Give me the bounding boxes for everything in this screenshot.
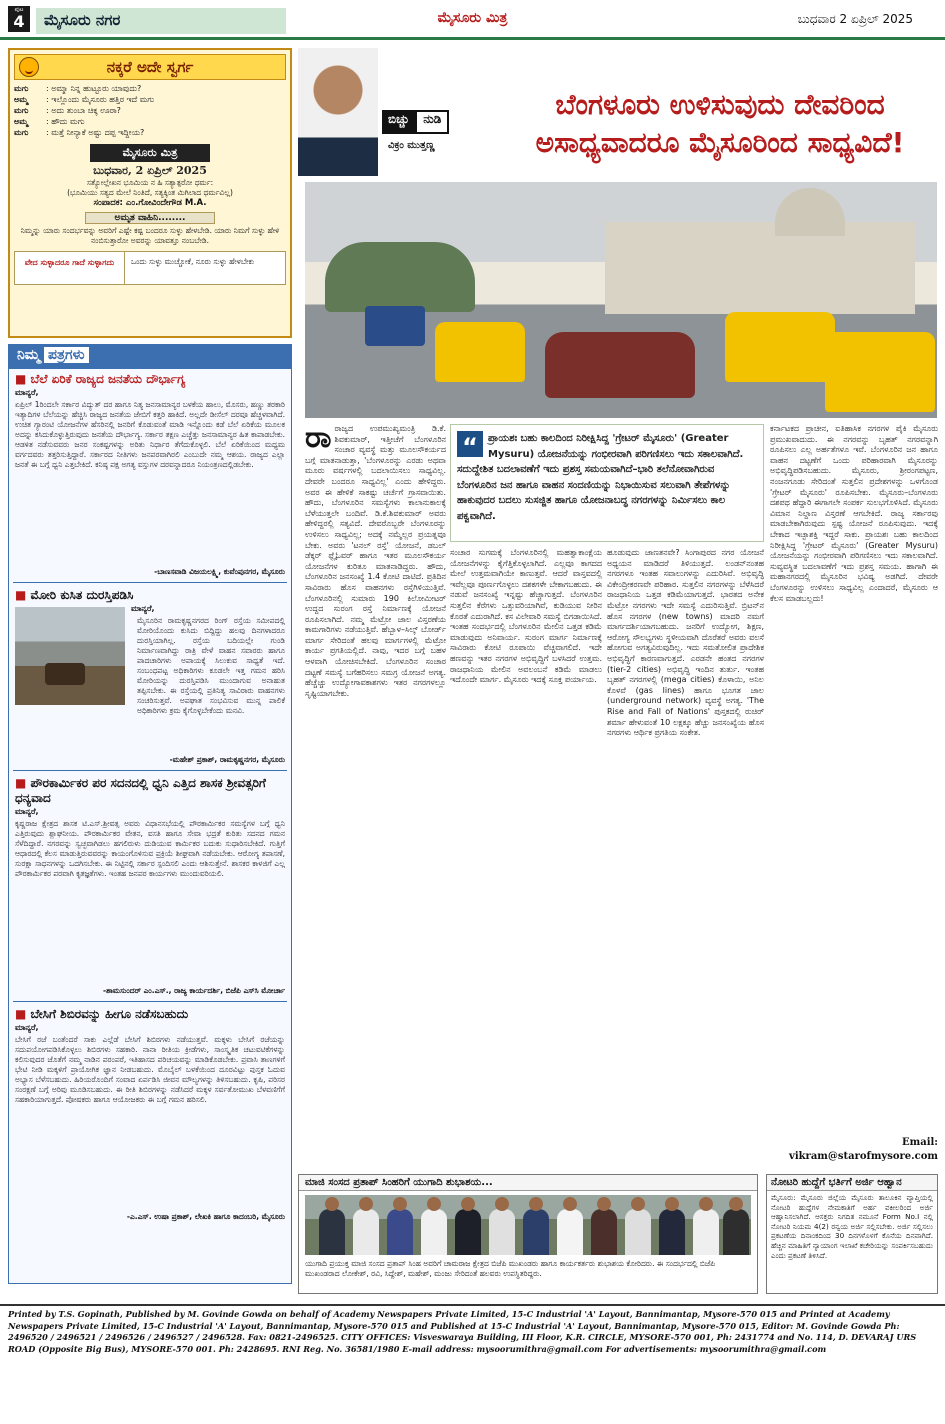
autorickshaw-shape (725, 312, 835, 382)
humor-title-bar (14, 54, 286, 80)
person-shape (387, 1209, 413, 1255)
joke-line (14, 83, 286, 94)
humor-title: ನಕ್ಕರೆ ಅದೇ ಸ್ವರ್ಗ (106, 58, 194, 76)
letter-salutation: ಮಾನ್ಯರೆ, (15, 1023, 39, 1032)
person-shape (319, 1209, 345, 1255)
laughing-face-icon (19, 57, 39, 77)
author-email-block (768, 1136, 938, 1164)
divider (13, 1001, 287, 1002)
masthead: ಮೈಸೂರು ಮಿತ್ರ (437, 10, 508, 26)
person-shape (353, 1209, 379, 1255)
proverb-box (14, 251, 286, 285)
letter-title: ■ ಮೋರಿ ಕುಸಿತ ದುರಸ್ತಿಪಡಿಸಿ (15, 588, 134, 602)
article-text: ರಾಜ್ಯದ ಉಪಮುಖ್ಯಮಂತ್ರಿ ಡಿ.ಕೆ. ಶಿವಕುಮಾರ್, ಇತ್ತೀಚೆಗೆ ಬೆಂಗಳೂರಿನ ಸಂಚಾರ ವ್ಯವಸ್ಥೆ ಮತ್ತು ಮೂಲಸೌಕರ್ಯದ ಬಗ್ಗೆ ಮಾತನಾಡುತ್ತಾ, 'ಬೆಂಗಳೂರನ್ನು ಎರಡು ಅಥವಾ ಮೂರು ವರ್ಷಗಳಲ್ಲಿ ಬದಲಾಯಿಸಲು ಸಾಧ್ಯವಿಲ್ಲ. ದೇವರೇ ಬಂದರೂ ಸಾಧ್ಯವಿಲ್ಲ' ಎಂದು ಹೇಳಿದ್ದರು. ಅವರ ಈ ಹೇಳಿಕೆ ಸಾಕಷ್ಟು ಚರ್ಚೆಗೆ ಗ್ರಾಸವಾಯಿತು. ಹೌದು, ಬೆಂಗಳೂರಿನ ಸಮಸ್ಯೆಗಳು ಕಾಲಾನುಕಾಲಕ್ಕೆ ಬೆಳೆಯುತ್ತಲೇ ಬಂದಿವೆ. ಡಿ.ಕೆ.ಶಿವಕುಮಾರ್ ಅವರು ಹೇಳಿದ್ದರಲ್ಲಿ ಸತ್ಯವಿದೆ. ದೇವರೊಬ್ಬರೇ ಬೆಂಗಳೂರನ್ನು ಉಳಿಸಲು ಸಾಧ್ಯವಿಲ್ಲ; ಅದಕ್ಕೆ ನಮ್ಮೆಲ್ಲರ ಪ್ರಯತ್ನವೂ ಬೇಕು. ಅವರು 'ಟನಲ್ ರಸ್ತೆ' ಯೋಜನೆ, ಡಬಲ್ ಡೆಕ್ಕರ್ ಫ್ಲೈಓವರ್ ಹಾಗೂ ಇತರ ಮೂಲಸೌಕರ್ಯ ಯೋಜನೆಗಳ ಕುರಿತೂ ಮಾತನಾಡಿದ್ದರು. ಹೌದು, ಬೆಂಗಳೂರಿನ ಜನಸಂಖ್ಯೆ 1.4 ಕೋಟಿ ದಾಟಿದೆ. ಪ್ರತಿದಿನ ಸಾವಿರಾರು ಹೊಸ ವಾಹನಗಳು ರಸ್ತೆಗಿಳಿಯುತ್ತಿವೆ. ಬೆಂಗಳೂರಿನಲ್ಲಿ ಸುಮಾರು 190 ಕಿಲೋಮೀಟರ್ ಉದ್ದದ ಸುರಂಗ ರಸ್ತೆ ನಿರ್ಮಾಣಕ್ಕೆ ಯೋಜನೆ ರೂಪಿಸಲಾಗಿದೆ. ನಮ್ಮ ಮೆಟ್ರೋ ಜಾಲ ವಿಸ್ತರಣೆಯ ಕಾಮಗಾರಿಗಳು ನಡೆಯುತ್ತಿವೆ. ಹೆಬ್ಬಾಳ–ಸಿಲ್ಕ್ ಬೋರ್ಡ್ ಮಾರ್ಗ ಸೇರಿದಂತೆ ಹಲವು ಮಾರ್ಗಗಳಲ್ಲಿ ಮೆಟ್ರೋ ಕಾರ್ಯ ಪ್ರಗತಿಯಲ್ಲಿದೆ. ನಾವು, ಇದರ ಬಗ್ಗೆ ಬಹಳ ಆಳವಾಗಿ ಯೋಚಿಸಬೇಕಿದೆ. ಬೆಂಗಳೂರಿನ ಸಂಚಾರ ದಟ್ಟಣೆ ಸಮಸ್ಯೆ ಬಗೆಹರಿಸಲು ಸಮಗ್ರ ಯೋಜನೆ ಅಗತ್ಯ. ಹೆಚ್ಚೆಚ್ಚು ಉದ್ಯೋಗಾವಕಾಶಗಳು ಇತರ ನಗರಗಳಲ್ಲೂ ಸೃಷ್ಟಿಯಾಗಬೇಕು. (305, 424, 446, 698)
letter-body: ಬೇಸಿಗೆ ರಜೆ ಬಂತೆಂದರೆ ಸಾಕು ಎಲ್ಲೆಡೆ ಬೇಸಿಗೆ ಶಿಬಿರಗಳು ನಡೆಯುತ್ತವೆ. ಮಕ್ಕಳು ಬೇಸಿಗೆ ರಜೆಯನ್ನು ಸದುಪಯೋಗಪಡಿಸಿಕೊಳ್ಳಲು ಶಿಬಿರಗಳು ಸಹಕಾರಿ. ನಾನಾ ರೀತಿಯ ಕ್ರೀಡೆಗಳು, ಸಾಂಸ್ಕೃತಿಕ ಚಟುವಟಿಕೆಗಳನ್ನು ಕಲಿಸುವುದರ ಜೊತೆಗೆ ನಮ್ಮ ನಾಡಿನ ಪರಂಪರೆ, ಇತಿಹಾಸದ ಪರಿಚಯವನ್ನು ಮಾಡಿಕೊಡಬೇಕು. ಪ್ರವಾಸಿ ತಾಣಗಳಿಗೆ ಭೇಟಿ ನೀಡಿ ಮಕ್ಕಳಿಗೆ ಪ್ರಾಯೋಗಿಕ ಜ್ಞಾನ ನೀಡಬಹುದು. ಮೊಬೈಲ್ ಬಳಕೆಯಿಂದ ದೂರವಿಟ್ಟು ಪುಸ್ತಕ ಓದುವ ಅಭ್ಯಾಸ ಬೆಳೆಸಬಹುದು. ಹಿರಿಯರೊಂದಿಗೆ ಸಂವಾದ ಏರ್ಪಡಿಸಿ ಜೀವನ ಮೌಲ್ಯಗಳನ್ನು ತಿಳಿಸಬಹುದು. ಕೃಷಿ, ಪರಿಸರ ಸಂರಕ್ಷಣೆ ಬಗ್ಗೆ ಅರಿವು ಮೂಡಿಸಬಹುದು. ಈ ರೀತಿ ಶಿಬಿರಗಳನ್ನು ನಡೆಸಿದರೆ ಮಕ್ಕಳ ಸರ್ವತೋಮುಖ ಬೆಳವಣಿಗೆಗೆ ಸಹಕಾರಿಯಾಗುತ್ತದೆ. ಪೋಷಕರು ಹಾಗೂ ಆಯೋಜಕರು ಈ ಬಗ್ಗೆ ಗಮನ ಹರಿಸಲಿ. (15, 1035, 285, 1104)
humor-box (8, 48, 292, 338)
person-shape (557, 1209, 583, 1255)
notice-title: ನೋಟರಿ ಹುದ್ದೆಗೆ ಭರ್ತಿಗೆ ಅರ್ಜಿ ಆಹ್ವಾನ (767, 1175, 937, 1191)
person-shape (591, 1209, 617, 1255)
letter-salutation: ಮಾನ್ಯರೆ, (15, 388, 39, 397)
author-email: vikram@starofmysore.com (789, 1151, 938, 1162)
motto-sanskrit: ಸತ್ಯೋಲ್ಲೇಖನ ಭೂಮಿಯ ನ ಹಿ ಸತ್ಯಾತ್ಪರೋ ಧರ್ಮ: (86, 178, 214, 187)
letter-title-text: ಮೋರಿ ಕುಸಿತ ದುರಸ್ತಿಪಡಿಸಿ (30, 588, 134, 602)
speaker: ಅಮ್ಮ (14, 95, 28, 104)
quote-icon: “ (457, 431, 483, 457)
dome-shape (775, 188, 845, 236)
person-shape (659, 1209, 685, 1255)
car-shape (545, 332, 695, 398)
person-shape (421, 1209, 447, 1255)
divider (13, 582, 287, 583)
building-shape (605, 222, 915, 314)
letter-body: ಏಪ್ರಿಲ್ 1ರಿಂದಲೇ ಸರ್ಕಾರ ವಿದ್ಯುತ್ ದರ ಹಾಗೂ ನಿತ್ಯ ಜನಸಾಮಾನ್ಯರ ಬಳಕೆಯ ಹಾಲು, ಮೊಸರು, ಹಣ್ಣು ತರಕಾರಿ ಇತ್ಯಾದಿಗಳ ಬೆಲೆಯನ್ನು ಹೆಚ್ಚಿಸಿ ರಾಜ್ಯದ ಜನತೆಯ ಜೇಬಿಗೆ ಕತ್ತರಿ ಹಾಕಿದೆ. ಅಲ್ಲದೇ ಡೀಸೆಲ್ ದರವೂ ಹೆಚ್ಚಳವಾಗಿದೆ. ಉಚಿತ ಗ್ಯಾರಂಟಿ ಯೋಜನೆಗಳ ಹೆಸರಿನಲ್ಲಿ ಜನರಿಗೆ ಕೊಡುವಂತೆ ಮಾಡಿ ಇನ್ನೊಂದು ಕಡೆ ಬೆಲೆ ಏರಿಕೆಯ ಮೂಲಕ ಅದನ್ನು ಕಸಿದುಕೊಳ್ಳುತ್ತಿರುವುದು ಜನತೆಯ ದೌರ್ಭಾಗ್ಯ. ಸರ್ಕಾರ ತಕ್ಷಣ ಎಚ್ಚೆತ್ತು ಜನಸಾಮಾನ್ಯರ ಹಿತ ಕಾಪಾಡಬೇಕು. ಆಡಳಿತ ನಡೆಸುವವರು ಜನರ ಸಂಕಷ್ಟಗಳನ್ನು ಅರಿತು ನಿರ್ಧಾರ ತೆಗೆದುಕೊಳ್ಳಲಿ. ಬೆಲೆ ಏರಿಕೆಯಿಂದ ಮಧ್ಯಮ ವರ್ಗದವರು ತತ್ತರಿಸುತ್ತಿದ್ದಾರೆ. ಸರ್ಕಾರದ ನೀತಿಗಳು ಜನಪರವಾಗಿರಲಿ ಎಂಬುದೇ ನಮ್ಮ ಆಶಯ. ರಾಜ್ಯದ ಎಲ್ಲಾ ಜನತೆ ಈ ಬಗ್ಗೆ ಧ್ವನಿ ಎತ್ತಬೇಕಿದೆ. ಕನಿಷ್ಠ ಪಕ್ಷ ಅಗತ್ಯ ವಸ್ತುಗಳ ದರವನ್ನಾದರೂ ನಿಯಂತ್ರಣದಲ್ಲಿಡಬೇಕು. (15, 400, 285, 469)
joke-line (14, 94, 286, 105)
letters-header-a: ನಿಮ್ಮ (17, 347, 41, 363)
letter-title-text: ಪೌರಕಾರ್ಮಿಕರ ಪರ ಸದನದಲ್ಲಿ ಧ್ವನಿ ಎತ್ತಿದ ಶಾಸಕ ಶ್ರೀವತ್ಸರಿಗೆ ಧನ್ಯವಾದ (15, 776, 266, 805)
letters-section (8, 344, 292, 1284)
section-title: ಮೈಸೂರು ನಗರ (36, 8, 286, 34)
divider (13, 770, 287, 771)
issue-date: ಬುಧವಾರ 2 ಏಪ್ರಿಲ್ 2025 (797, 12, 913, 26)
amrita-heading: ಅಮೃತ ವಾಹಿನಿ........ (85, 212, 215, 224)
mini-masthead: ಮೈಸೂರು ಮಿತ್ರ (90, 144, 210, 162)
collapsed-drain-photo (15, 607, 125, 705)
tree-shape (325, 242, 475, 312)
letter-title: ■ ಬೇಸಿಗೆ ಶಿಬಿರವನ್ನು ಹೀಗೂ ನಡೆಸಬಹುದು (15, 1007, 189, 1021)
joke-line (14, 116, 286, 127)
notary-notice (766, 1174, 938, 1294)
speaker: ಮಗು (14, 106, 29, 115)
letter-title: ■ ಬೆಲೆ ಏರಿಕೆ ರಾಜ್ಯದ ಜನತೆಯ ದೌರ್ಭಾಗ್ಯ (15, 372, 186, 386)
page-label: ಪುಟ (14, 6, 24, 13)
letter-signature: -ಎ.ಎಸ್. ಉಷಾ ಪ್ರಕಾಶ್, ಲೇಖಕಿ ಹಾಗೂ ಕಾದಂಬರಿ, ಮೈಸೂರು (126, 1212, 285, 1221)
speaker: ಮಗು (14, 128, 29, 137)
line-text: : ಹೌದು ಮಗು (46, 117, 85, 126)
person-shape (455, 1209, 481, 1255)
speaker: ಮಗು (14, 84, 29, 93)
pull-quote (450, 424, 764, 542)
letter-body: ಕೃಷ್ಣರಾಜ ಕ್ಷೇತ್ರದ ಶಾಸಕ ಟಿ.ಎಸ್.ಶ್ರೀವತ್ಸ ಅವರು ವಿಧಾನಸಭೆಯಲ್ಲಿ ಪೌರಕಾರ್ಮಿಕರ ಸಮಸ್ಯೆಗಳ ಬಗ್ಗೆ ಧ್ವನಿ ಎತ್ತಿರುವುದು ಶ್ಲಾಘನೀಯ. ಪೌರಕಾರ್ಮಿಕರ ವೇತನ, ವಸತಿ ಹಾಗೂ ಸೇವಾ ಭದ್ರತೆ ಕುರಿತು ಸದನದ ಗಮನ ಸೆಳೆದಿದ್ದಾರೆ. ನಗರವನ್ನು ಸ್ವಚ್ಛವಾಗಿಡಲು ಹಗಲಿರುಳು ದುಡಿಯುವ ಕಾರ್ಮಿಕರ ಬದುಕು ಸುಧಾರಿಸಬೇಕಿದೆ. ಗುತ್ತಿಗೆ ಆಧಾರದಲ್ಲಿ ಕೆಲಸ ಮಾಡುತ್ತಿರುವವರನ್ನು ಕಾಯಂಗೊಳಿಸುವ ಪ್ರಕ್ರಿಯೆ ಶೀಘ್ರವಾಗಿ ನಡೆಯಬೇಕು. ಆರೋಗ್ಯ ತಪಾಸಣೆ, ಸುರಕ್ಷಾ ಸಾಧನಗಳನ್ನು ಒದಗಿಸಬೇಕು. ಈ ನಿಟ್ಟಿನಲ್ಲಿ ಸರ್ಕಾರ ಸ್ಪಂದಿಸಲಿ ಎಂದು ಆಶಿಸುತ್ತೇನೆ. ಶಾಸಕರ ಕಾಳಜಿಗೆ ಎಲ್ಲ ಪೌರಕಾರ್ಮಿಕರ ಪರವಾಗಿ ಕೃತಜ್ಞತೆಗಳು. ಇಂತಹ ಜನಪರ ಕಾರ್ಯಗಳು ಮುಂದುವರಿಯಲಿ. (15, 819, 285, 878)
proverb-label: ವೇದ ಸುಳ್ಳಾದರೂ ಗಾದೆ ಸುಳ್ಳಾಗದು (15, 252, 125, 284)
line-text: : ಇಲ್ಲೊಂದು ಮೈಸೂರು ಹತ್ತಿರ ಇದೆ ಮಗು (46, 95, 155, 104)
column-header (298, 48, 938, 178)
notice-body: ಮೈಸೂರು: ಮೈಸೂರು ಜಿಲ್ಲೆಯ ಮೈಸೂರು ತಾಲೂಕಿನ ವ್ಯಾಪ್ತಿಯಲ್ಲಿ ನೋಟರಿ ಹುದ್ದೆಗಳ ನೇಮಕಾತಿಗೆ ಅರ್ಹ ವಕೀಲರಿಂದ ಅರ್ಜಿ ಆಹ್ವಾನಿಸಲಾಗಿದೆ. ಆಸಕ್ತರು ನಿಗದಿತ ನಮೂನೆ Form No.I ನಲ್ಲಿ ನೋಟರಿ ನಿಯಮ 4(2) ರನ್ವಯ ಅರ್ಜಿ ಸಲ್ಲಿಸಬೇಕು. ಅರ್ಜಿ ಸಲ್ಲಿಸಲು ಪ್ರಕಟಣೆಯ ದಿನಾಂಕದಿಂದ 30 ದಿನಗಳೊಳಗೆ ಕೊನೆಯ ದಿನವಾಗಿದೆ. ಹೆಚ್ಚಿನ ಮಾಹಿತಿಗೆ ನ್ಯಾಯಾಂಗ ಇಲಾಖೆ ಕಚೇರಿಯನ್ನು ಸಂಪರ್ಕಿಸಬಹುದು ಎಂದು ಪ್ರಕಟಣೆ ತಿಳಿಸಿದೆ. (771, 1193, 933, 1260)
letters-header-b: ಪತ್ರಗಳು (44, 347, 89, 363)
letter-title-text: ಬೆಲೆ ಏರಿಕೆ ರಾಜ್ಯದ ಜನತೆಯ ದೌರ್ಭಾಗ್ಯ (30, 372, 186, 386)
news-photo-caption: ಯುಗಾದಿ ಪ್ರಯುಕ್ತ ಮಾಜಿ ಸಂಸದ ಪ್ರತಾಪ್ ಸಿಂಹ ಅವರಿಗೆ ಚಾಮರಾಜ ಕ್ಷೇತ್ರದ ಬಿಜೆಪಿ ಮುಖಂಡರು ಹಾಗೂ ಕಾರ್ಯಕರ್ತರು ಶುಭಾಶಯ ಕೋರಿದರು. ಈ ಸಂದರ್ಭದಲ್ಲಿ ಬಿಜೆಪಿ ಮುಖಂಡರಾದ ಲೋಕೇಶ್, ರವಿ, ಸಿದ್ದೇಶ್, ಮಹೇಶ್, ಮಂಜು ಸೇರಿದಂತೆ ಹಲವರು ಉಪಸ್ಥಿತರಿದ್ದರು. (305, 1259, 716, 1278)
amrita-text: ನಿಮ್ಮನ್ನು ಯಾರು ಸಂದರ್ಭವನ್ನು ಅವರಿಗೆ ಎಷ್ಟೇ ಕಷ್ಟ ಬಂದರೂ ಸುಳ್ಳು ಹೇಳಬೇಡಿ. ಯಾರು ನಿಮಗೆ ಸುಳ್ಳು ಹೇಳಿ ನಂಬಿಸುತ್ತಾರೋ ಅವರನ್ನು ಯಾವತ್ತೂ ನಂಬಬೇಡಿ. (20, 226, 280, 245)
column-tag-a: ಬಿಚ್ಚು (382, 110, 415, 134)
author-portrait (298, 48, 378, 176)
motto-meaning: (ಭೂಮಿಯು ಸತ್ಯದ ಮೇಲೆ ನಿಂತಿದೆ, ಸತ್ಯಕ್ಕಿಂತ ಮಿಗಿಲಾದ ಧರ್ಮವಿಲ್ಲ) (67, 188, 233, 197)
headline: ಬೆಂಗಳೂರು ಉಳಿಸುವುದು ದೇವರಿಂದ ಅಸಾಧ್ಯವಾದರೂ ಮೈಸೂರಿಂದ ಸಾಧ್ಯವಿದೆ! (535, 88, 905, 159)
letter-salutation: ಮಾನ್ಯರೆ, (131, 604, 155, 613)
letter-title-text: ಬೇಸಿಗೆ ಶಿಬಿರವನ್ನು ಹೀಗೂ ನಡೆಸಬಹುದು (30, 1007, 189, 1021)
speaker: ಅಮ್ಮ (14, 117, 28, 126)
letter-signature: -ಮಹೇಶ್ ಪ್ರಕಾಶ್, ರಾಮಕೃಷ್ಣನಗರ, ಮೈಸೂರು (169, 755, 285, 764)
column-tag (382, 110, 494, 134)
person-shape (625, 1209, 651, 1255)
editor-line: ಸಂಪಾದಕ: ಎಂ.ಗೋವಿಂದೇಗೌಡ M.A. (93, 198, 207, 208)
imprint-footer: Printed by T.S. Gopinath, Published by M. Govinde Gowda on behalf of Academy Newspapers Private Limited, 15-C Industrial 'A' Layout, Bannimantap, Mysore-570 015 and Printed at Academy Newspapers Private Limited, 15-C Industrial 'A' Layout, Bannimantap, Mysore-570 015 and Published at 15-C Industrial 'A' Layout, Bannimantap, Mysore-570 015, Editor: M. Govinde Gowda Ph: 2496520 / 2496521 / 2496526 / 2496527 / 2496528. Fax: 0821-2496525. CITY OFFICES: Visveswaraya Building, III Floor, K.R. CIRCLE, MYSORE-570 001, Ph: 2431774 and No. 114, D. DEVARAJ URS ROAD (Opposite Big Bus), MYSORE-570 001. Ph: 2428695. RNI Reg. No. 36581/1980 E-mail address: mysoorumithra@gmail.com For advertisements: mysoorumithra@gmail.com (0, 1304, 945, 1358)
line-text: : ಅದು ತುಂಬಾ ಚಿಕ್ಕ ಊರಾ? (46, 106, 121, 115)
column-tag-b: ನುಡಿ (415, 110, 449, 134)
letter-salutation: ಮಾನ್ಯರೆ, (15, 807, 39, 816)
joke-line (14, 127, 286, 138)
drop-cap: ರಾ (305, 424, 332, 455)
proverb-text: ಒಂದು ಸುಳ್ಳು ಮುಚ್ಚೋಕೆ, ನೂರು ಸುಳ್ಳು ಹೇಳಬೇಕು (131, 257, 255, 266)
pull-quote-text: ಪ್ರಾಯಶಃ ಬಹು ಕಾಲದಿಂದ ನಿರೀಕ್ಷಿಸಿದ್ದ 'ಗ್ರೇಟರ್ ಮೈಸೂರು' (Greater Mysuru) ಯೋಜನೆಯನ್ನು ಗಂಭೀರವಾಗಿ ಪರಿಗಣಿಸಲು ಇದು ಸಕಾಲವಾಗಿದೆ. ಸದುದ್ದೇಶಿತ ಬದಲಾವಣೆಗೆ ಇದು ಪ್ರಶಸ್ತ ಸಮಯವಾಗಿದೆ–ಭಾರಿ ತಲೆನೋವಾಗಿರುವ ಬೆಂಗಳೂರಿನ ಜನ ಹಾಗೂ ವಾಹನ ಸಂದಣಿಯನ್ನು ನಿಭಾಯಿಸುವ ಸಲುವಾಗಿ ತೇಪೆಗಳನ್ನು ಹಾಕುವುದರ ಬದಲು ಸುಸಜ್ಜಿತ ಹಾಗೂ ಯೋಜನಾಬದ್ಧ ನಗರಗಳನ್ನು ನಿರ್ಮಿಸಲು ಕಾಲ ಪಕ್ವವಾಗಿದೆ. (457, 433, 744, 522)
article-col-4: ಕರ್ನಾಟಕದ ಪ್ರಾಚೀನ, ಐತಿಹಾಸಿಕ ನಗರಗಳ ಪೈಕಿ ಮೈಸೂರು ಪ್ರಮುಖವಾದುದು. ಈ ನಗರವನ್ನು ಬೃಹತ್ ನಗರವನ್ನಾಗಿ ರೂಪಿಸಲು ಎಲ್ಲ ಅರ್ಹತೆಗಳೂ ಇವೆ. ಬೆಂಗಳೂರಿನ ಜನ ಹಾಗೂ ವಾಹನ ದಟ್ಟಣೆಗೆ ಒಂದು ಪರಿಹಾರವಾಗಿ ಮೈಸೂರನ್ನು ಅಭಿವೃದ್ಧಿಪಡಿಸಬಹುದು. ಮೈಸೂರು, ಶ್ರೀರಂಗಪಟ್ಟಣ, ನಂಜನಗೂಡು ಸೇರಿದಂತೆ ಸುತ್ತಲಿನ ಪ್ರದೇಶಗಳನ್ನು ಒಳಗೊಂಡ 'ಗ್ರೇಟರ್ ಮೈಸೂರು' ರೂಪಿಸಬೇಕು. ಮೈಸೂರು–ಬೆಂಗಳೂರು ದಶಪಥ ಹೆದ್ದಾರಿ ಈಗಾಗಲೇ ಸಂಪರ್ಕ ಸುಲಭಗೊಳಿಸಿದೆ. ಮೈಸೂರು ವಿಮಾನ ನಿಲ್ದಾಣ ವಿಸ್ತರಣೆ ಆಗಬೇಕಿದೆ. ರಾಜ್ಯ ಸರ್ಕಾರವು ಮಾಡಬೇಕಾಗಿರುವುದು ಸ್ಪಷ್ಟ ಯೋಜನೆ ರೂಪಿಸುವುದು. ಇದಕ್ಕೆ ಬೇಕಾದ ಇಚ್ಛಾಶಕ್ತಿ ಇದ್ದರೆ ಸಾಕು. ಪ್ರಾಯಶಃ ಬಹು ಕಾಲದಿಂದ ನಿರೀಕ್ಷಿಸಿದ್ದ 'ಗ್ರೇಟರ್ ಮೈಸೂರು' (Greater Mysuru) ಯೋಜನೆಯನ್ನು ಗಂಭೀರವಾಗಿ ಪರಿಗಣಿಸಲು ಇದು ಸಕಾಲವಾಗಿದೆ. ಸುವ್ಯವಸ್ಥಿತ ಬದಲಾವಣೆಗೆ ಇದು ಪ್ರಶಸ್ತ ಸಮಯ. ಹಾಗಾಗಿ ಈ ಮಹಾನಗರದಲ್ಲಿ ಮೈಸೂರಿನ ಭವಿಷ್ಯ ಅಡಗಿದೆ. ದೇವರೇ ಬೆಂಗಳೂರನ್ನು ಉಳಿಸಲು ಸಾಧ್ಯವಿಲ್ಲ ಎಂದಾದರೆ, ಮೈಸೂರು ಆ ಕೆಲಸ ಮಾಡಬಲ್ಲದು! (770, 424, 938, 603)
group-photo (305, 1195, 751, 1255)
left-column (8, 48, 292, 1292)
article-col-3: ಹೂಡುವುದು ಜಾಣತನವೇ? ಸಿಂಗಾಪುರದ ನಗರ ಯೋಜನೆ ಅಧ್ಯಯನ ಮಾಡಿದರೆ ತಿಳಿಯುತ್ತದೆ. ಲಂಡನ್‌ನಂತಹ ನಗರಗಳೂ ಇಂತಹ ಸವಾಲುಗಳನ್ನು ಎದುರಿಸಿವೆ. ಅಭಿವೃದ್ಧಿ ವಿಕೇಂದ್ರೀಕರಣವೇ ಪರಿಹಾರ. ಸುತ್ತಲಿನ ನಗರಗಳನ್ನು ಬೆಳೆಸಿದರೆ ರಾಜಧಾನಿಯ ಒತ್ತಡ ಕಡಿಮೆಯಾಗುತ್ತದೆ. ಭಾರತದ ಅನೇಕ ಮೆಟ್ರೋ ನಗರಗಳು ಇದೇ ಸಮಸ್ಯೆ ಎದುರಿಸುತ್ತಿವೆ. ಬ್ರಿಟನ್‌ನ ಹೊಸ ನಗರಗಳ (new towns) ಮಾದರಿ ನಮಗೆ ಮಾರ್ಗದರ್ಶಿಯಾಗಬಹುದು. ಜನರಿಗೆ ಉದ್ಯೋಗ, ಶಿಕ್ಷಣ, ಆರೋಗ್ಯ ಸೌಲಭ್ಯಗಳು ಸ್ಥಳೀಯವಾಗಿ ದೊರೆತರೆ ಅವರು ವಲಸೆ ಹೋಗುವ ಅಗತ್ಯವಿರುವುದಿಲ್ಲ. ಇದು ಸಮತೋಲಿತ ಪ್ರಾದೇಶಿಕ ಅಭಿವೃದ್ಧಿಗೆ ಕಾರಣವಾಗುತ್ತದೆ. ಎರಡನೇ ಹಂತದ ನಗರಗಳ (tier-2 cities) ಅಭಿವೃದ್ಧಿ ಇಂದಿನ ತುರ್ತು. ಇಂತಹ ಬೃಹತ್ ನಗರಗಳಲ್ಲಿ (mega cities) ಕೊಳಾಯಿ, ಅನಿಲ ಕೊಳವೆ (gas lines) ಹಾಗೂ ಭೂಗತ ಜಾಲ (underground network) ವ್ಯವಸ್ಥೆ ಅಗತ್ಯ. 'The Rise and Fall of Nations' ಪುಸ್ತಕದಲ್ಲಿ ರುಚಿರ್ ಶರ್ಮಾ ಹೇಳುವಂತೆ 10 ಲಕ್ಷಕ್ಕೂ ಹೆಚ್ಚು ಜನಸಂಖ್ಯೆಯ ಹೊಸ ನಗರಗಳು ಆರ್ಥಿಕ ಪ್ರಗತಿಯ ಸಂಕೇತ. (607, 548, 764, 738)
vidhana-soudha-traffic-photo (305, 182, 937, 418)
joke-line (14, 105, 286, 116)
letters-header (9, 345, 291, 369)
autorickshaw-shape (435, 322, 525, 382)
mini-date: ಬುಧವಾರ, 2 ಏಪ್ರಿಲ್ 2025 (93, 164, 207, 177)
article-col-1 (305, 424, 446, 1166)
email-label: Email: (902, 1137, 938, 1148)
person-shape (693, 1209, 719, 1255)
autorickshaw-shape (825, 332, 935, 412)
letter-body: ಮೈಸೂರಿನ ರಾಮಕೃಷ್ಣನಗರದ ರಿಂಗ್ ರಸ್ತೆಯ ಸಮೀಪದಲ್ಲಿ ಮೋರಿಯೊಂದು ಕುಸಿದು ಬಿದ್ದಿದ್ದು ಹಲವು ದಿನಗಳಾದರೂ ದುರಸ್ತಿಯಾಗಿಲ್ಲ. ರಸ್ತೆಯ ಬದಿಯಲ್ಲೇ ಗುಂಡಿ ನಿರ್ಮಾಣವಾಗಿದ್ದು ರಾತ್ರಿ ವೇಳೆ ವಾಹನ ಸವಾರರು ಹಾಗೂ ಪಾದಚಾರಿಗಳು ಅಪಾಯಕ್ಕೆ ಸಿಲುಕುವ ಸಾಧ್ಯತೆ ಇದೆ. ಸಂಬಂಧಪಟ್ಟ ಅಧಿಕಾರಿಗಳು ಕೂಡಲೇ ಇತ್ತ ಗಮನ ಹರಿಸಿ ಮೋರಿಯನ್ನು ದುರಸ್ತಿಪಡಿಸಿ ಮುಂದಾಗುವ ಅನಾಹುತ ತಪ್ಪಿಸಬೇಕು. ಈ ರಸ್ತೆಯಲ್ಲಿ ಪ್ರತಿನಿತ್ಯ ಸಾವಿರಾರು ವಾಹನಗಳು ಸಂಚರಿಸುತ್ತವೆ. ಅಪಘಾತ ಸಂಭವಿಸುವ ಮುನ್ನ ಪಾಲಿಕೆ ಅಧಿಕಾರಿಗಳು ಕ್ರಮ ಕೈಗೊಳ್ಳಬೇಕೆಂದು ಮನವಿ. (137, 616, 285, 715)
line-text: : ಅಮ್ಮಾ ನಿನ್ನ ಹುಟ್ಟೂರು ಯಾವುದು? (46, 84, 142, 93)
news-photo-box (298, 1174, 758, 1294)
article-col-2: ಸಂಚಾರ ಸುಗಮಕ್ಕೆ ಬೆಂಗಳೂರಿನಲ್ಲಿ ಮಹತ್ವಾಕಾಂಕ್ಷೆಯ ಯೋಜನೆಗಳನ್ನು ಕೈಗೆತ್ತಿಕೊಳ್ಳಲಾಗಿದೆ. ಎಲ್ಲವೂ ಕಾಗದದ ಮೇಲೆ ಉತ್ತಮವಾಗಿಯೇ ಕಾಣುತ್ತವೆ. ಆದರೆ ವಾಸ್ತವದಲ್ಲಿ ಇವೆಲ್ಲವೂ ಪೂರ್ಣಗೊಳ್ಳಲು ದಶಕಗಳೇ ಬೇಕಾಗಬಹುದು. ಈ ನಡುವೆ ಜನಸಂಖ್ಯೆ ಇನ್ನಷ್ಟು ಹೆಚ್ಚಾಗುತ್ತದೆ. ಬೆಂಗಳೂರಿನ ಸುತ್ತಲಿನ ಕೆರೆಗಳು ಒತ್ತುವರಿಯಾಗಿವೆ, ಕುಡಿಯುವ ನೀರಿನ ಕೊರತೆ ಎದುರಾಗಿದೆ. ಕಸ ವಿಲೇವಾರಿ ಸಮಸ್ಯೆ ಬಿಗಡಾಯಿಸಿದೆ. ಇಂತಹ ಸಂದರ್ಭದಲ್ಲಿ ಬೆಂಗಳೂರಿನ ಮೇಲಿನ ಒತ್ತಡ ಕಡಿಮೆ ಮಾಡುವುದು ಅನಿವಾರ್ಯ. ಸುರಂಗ ಮಾರ್ಗ ನಿರ್ಮಾಣಕ್ಕೆ ಸಾವಿರಾರು ಕೋಟಿ ರೂಪಾಯಿ ವೆಚ್ಚವಾಗಲಿದೆ. ಇದೇ ಹಣವನ್ನು ಇತರ ನಗರಗಳ ಅಭಿವೃದ್ಧಿಗೆ ಬಳಸಿದರೆ ಉತ್ತಮ. ರಾಜಧಾನಿಯ ಮೇಲಿನ ಅವಲಂಬನೆ ಕಡಿಮೆ ಮಾಡಲು ಇದೊಂದೇ ಮಾರ್ಗ. ಮೈಸೂರು ಇದಕ್ಕೆ ಸೂಕ್ತ ಪರ್ಯಾಯ. (450, 548, 602, 685)
page-number: 4 (13, 12, 25, 31)
letter-title: ■ ಪೌರಕಾರ್ಮಿಕರ ಪರ ಸದನದಲ್ಲಿ ಧ್ವನಿ ಎತ್ತಿದ ಶಾಸಕ ಶ್ರೀವತ್ಸರಿಗೆ ಧನ್ಯವಾದ (15, 776, 266, 805)
line-text: : ಮತ್ತೆ ನೀನ್ಯಾಕೆ ಅಷ್ಟು ದಪ್ಪ ಇದ್ದೀಯ? (46, 128, 145, 137)
letter-signature: -ಶಾಮಸುಂದರ್ ಎಂ.ಎಸ್., ರಾಜ್ಯ ಕಾರ್ಯದರ್ಶಿ, ಬಿಜೆಪಿ ಎಸ್‌ಸಿ ಮೋರ್ಚಾ (103, 986, 285, 995)
news-photo-title: ಮಾಜಿ ಸಂಸದ ಪ್ರತಾಪ್ ಸಿಂಹರಿಗೆ ಯುಗಾದಿ ಶುಭಾಶಯ... (299, 1175, 757, 1191)
person-shape (523, 1209, 549, 1255)
page-header (0, 0, 945, 40)
person-shape (489, 1209, 515, 1255)
bus-shape (365, 306, 425, 346)
author-name: ವಿಕ್ರಂ ಮುತ್ತಣ್ಣ (388, 140, 435, 151)
joke-dialogue (14, 83, 286, 138)
person-shape (723, 1209, 749, 1255)
letter-signature: -ಬಾಣಸವಾಡಿ ವಿಜಯಲಕ್ಷ್ಮಿ, ಕುವೆಂಪುನಗರ, ಮೈಸೂರು (154, 567, 285, 576)
